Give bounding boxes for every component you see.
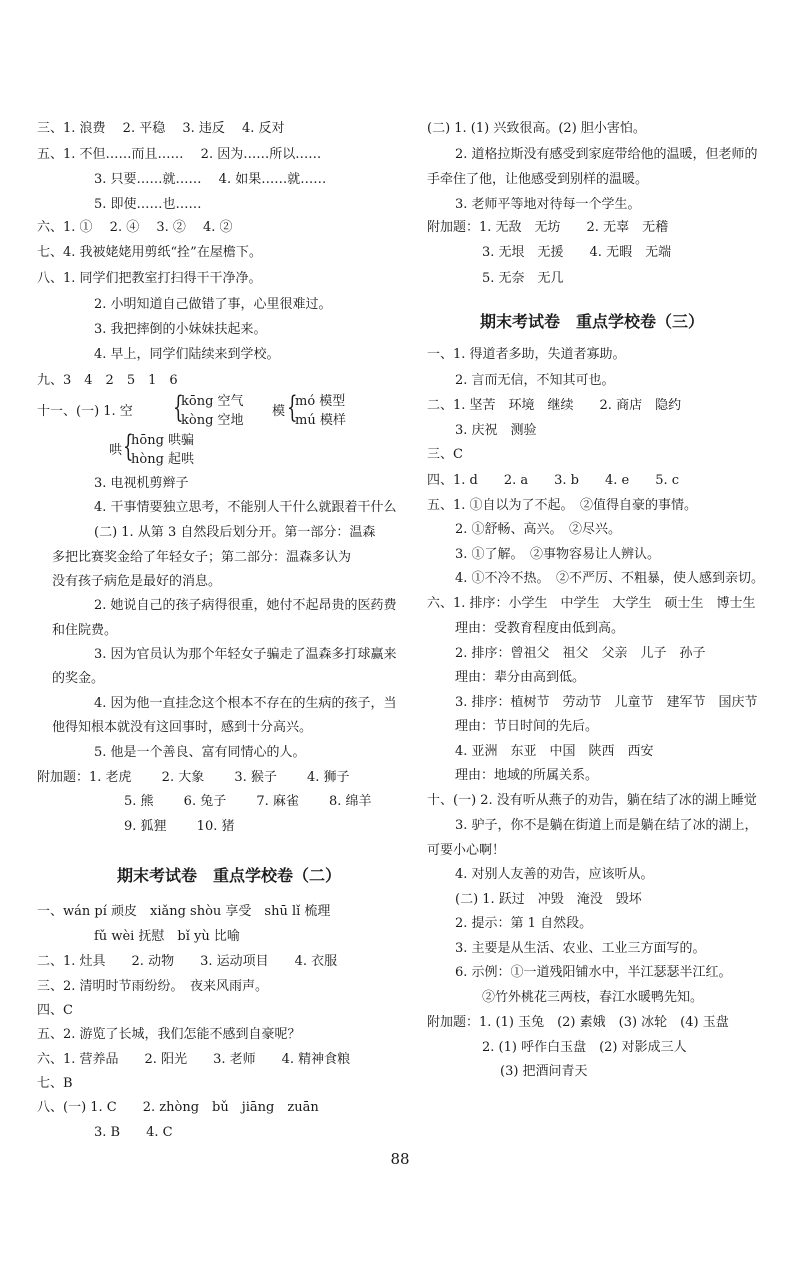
answer-line: 3. 庆祝 测验: [455, 423, 537, 438]
answer-line: 2. 言而无信，不知其可也。: [455, 373, 615, 388]
polyphone-prefix: 模: [272, 404, 286, 419]
answer-line: 2. 道格拉斯没有感受到家庭带给他的温暖，但老师的: [455, 147, 758, 162]
answer-line: 2. 提示：第 1 自然段。: [455, 916, 593, 931]
answer-line: 5. 即使……也……: [94, 197, 202, 212]
answer-line: 理由：地域的所属关系。: [455, 768, 599, 783]
answer-line: 3. 驴子，你不是躺在街道上而是躺在结了冰的湖上，: [455, 818, 758, 833]
answer-line: 3. B 4. C: [94, 1125, 173, 1140]
answer-line: 2. 她说自己的孩子病得很重，她付不起昂贵的医药费: [94, 598, 397, 613]
answer-line: 2. 排序：曾祖父 祖父 父亲 儿子 孙子: [455, 646, 706, 661]
answer-line: 一、wán pí 顽皮 xiǎng shòu 享受 shū lǐ 梳理: [37, 904, 331, 919]
answer-line: 3. 无垠 无援 4. 无暇 无端: [482, 245, 672, 260]
answer-line: 手牵住了他，让他感受到别样的温暖。: [427, 172, 649, 187]
page-number: 88: [390, 1150, 410, 1168]
answer-line: 六、1. 营养品 2. 阳光 3. 老师 4. 精神食粮: [37, 1052, 351, 1067]
answer-line: 五、2. 游览了长城，我们怎能不感到自豪呢？: [37, 1027, 301, 1042]
answer-line: 他得知根本就没有这回事时，感到十分高兴。: [52, 720, 313, 735]
answer-line: 附加题：1. (1) 玉兔 (2) 素娥 (3) 冰轮 (4) 玉盘: [427, 1015, 729, 1030]
brace-icon: {: [123, 429, 134, 464]
answer-line: 4. 干事情要独立思考，不能别人干什么就跟着干什么: [94, 500, 397, 515]
answer-line: 3. 老师平等地对待每一个学生。: [455, 197, 641, 212]
answer-line: 3. ①了解。 ②事物容易让人辨认。: [455, 547, 661, 562]
section-heading: 期末考试卷 重点学校卷（三）: [480, 312, 705, 331]
answer-line: 4. ①不冷不热。 ②不严厉、不粗暴，使人感到亲切。: [455, 571, 765, 586]
answer-line: 5. 他是一个善良、富有同情心的人。: [94, 745, 306, 760]
answer-line: 八、1. 同学们把教室打扫得干干净净。: [37, 271, 262, 286]
answer-line: 一、1. 得道者多助，失道者寡助。: [427, 347, 626, 362]
answer-line: 理由：辈分由高到低。: [455, 670, 586, 685]
answer-line: 5. 熊 6. 兔子 7. 麻雀 8. 绵羊: [124, 794, 372, 809]
answer-line: 附加题：1. 老虎 2. 大象 3. 猴子 4. 狮子: [37, 770, 350, 785]
answer-line: 附加题：1. 无敌 无坊 2. 无辜 无稽: [427, 220, 669, 235]
brace-icon: {: [287, 390, 298, 425]
answer-line: 五、1. 不但……而且…… 2. 因为……所以……: [37, 147, 322, 162]
answer-line: 9. 狐狸 10. 猪: [124, 819, 235, 834]
answer-line: 三、C: [427, 447, 463, 462]
answer-line: 七、B: [37, 1076, 73, 1091]
answer-line: 四、C: [37, 1003, 73, 1018]
answer-line: 七、4. 我被姥姥用剪纸“拴”在屋檐下。: [37, 245, 262, 260]
answer-line: 没有孩子病危是最好的消息。: [52, 574, 222, 589]
answer-line: 理由：受教育程度由低到高。: [455, 621, 625, 636]
answer-line: 4. 早上，同学们陆续来到学校。: [94, 347, 280, 362]
answer-line: (二) 1. (1) 兴致很高。(2) 胆小害怕。: [427, 121, 646, 136]
polyphone-reading: hòng 起哄: [131, 452, 195, 467]
answer-line: 六、1. ① 2. ④ 3. ② 4. ②: [37, 220, 233, 235]
answer-line: 可要小心啊！: [427, 843, 506, 858]
answer-line: 2. 小明知道自己做错了事，心里很难过。: [94, 297, 332, 312]
brace-icon: {: [173, 390, 184, 425]
answer-line: ②竹外桃花三两枝，春江水暖鸭先知。: [482, 990, 704, 1005]
answer-line: 和住院费。: [52, 623, 118, 638]
answer-line: 二、1. 灶具 2. 动物 3. 运动项目 4. 衣服: [37, 954, 338, 969]
answer-line: 3. 我把摔倒的小妹妹扶起来。: [94, 322, 267, 337]
answer-line: 五、1. ①自以为了不起。 ②值得自豪的事情。: [427, 498, 698, 513]
answer-line: 3. 因为官员认为那个年轻女子骗走了温森多打球赢来: [94, 647, 397, 662]
polyphone-reading: kōng 空气: [181, 394, 244, 409]
answer-line: (二) 1. 跃过 冲毁 淹没 毁坏: [455, 892, 642, 907]
section-heading: 期末考试卷 重点学校卷（二）: [117, 866, 342, 885]
answer-line: 3. 排序：植树节 劳动节 儿童节 建军节 国庆节: [455, 695, 758, 710]
answer-line: 的奖金。: [52, 671, 105, 686]
answer-line: (3) 把酒问青天: [500, 1064, 588, 1079]
answer-line: 3. 主要是从生活、农业、工业三方面写的。: [455, 941, 706, 956]
polyphone-reading: mú 模样: [295, 413, 346, 428]
answer-line: (二) 1. 从第 3 自然段后划分开。第一部分：温森: [94, 525, 376, 540]
answer-line: 6. 示例：①一道残阳铺水中，半江瑟瑟半江红。: [455, 965, 732, 980]
answer-line: 4. 亚洲 东亚 中国 陕西 西安: [455, 744, 654, 759]
answer-line: 四、1. d 2. a 3. b 4. e 5. c: [427, 473, 680, 488]
answer-line: 六、1. 排序：小学生 中学生 大学生 硕士生 博士生: [427, 596, 756, 611]
answer-line: 十、(一) 2. 没有听从燕子的劝告，躺在结了冰的湖上睡觉: [427, 793, 757, 808]
answer-line: 理由：节日时间的先后。: [455, 719, 599, 734]
polyphone-reading: kòng 空地: [181, 413, 244, 428]
polyphone-prefix: 哄: [109, 443, 123, 458]
answer-line: 二、1. 坚苦 环境 继续 2. 商店 隐约: [427, 398, 682, 413]
answer-line: 八、(一) 1. C 2. zhòng bǔ jiāng zuān: [37, 1100, 319, 1115]
polyphone-prefix: 十一、(一) 1. 空: [37, 404, 133, 419]
answer-line: 2. ①舒畅、高兴。 ②尽兴。: [455, 522, 622, 537]
polyphone-reading: hōng 哄骗: [131, 433, 195, 448]
answer-line: 2. (1) 呼作白玉盘 (2) 对影成三人: [482, 1040, 687, 1055]
answer-line: fǔ wèi 抚慰 bǐ yù 比喻: [94, 929, 240, 944]
answer-line: 九、3 4 2 5 1 6: [37, 373, 178, 388]
answer-line: 4. 因为他一直挂念这个根本不存在的生病的孩子，当: [94, 696, 397, 711]
answer-line: 3. 电视机剪辫子: [94, 476, 189, 491]
answer-line: 三、1. 浪费 2. 平稳 3. 违反 4. 反对: [37, 121, 285, 136]
answer-line: 5. 无奈 无几: [482, 271, 564, 286]
answer-line: 4. 对别人友善的劝告，应该听从。: [455, 867, 654, 882]
polyphone-reading: mó 模型: [295, 394, 346, 409]
answer-line: 三、2. 清明时节雨纷纷。 夜来风雨声。: [37, 979, 269, 994]
answer-line: 3. 只要……就…… 4. 如果……就……: [94, 172, 327, 187]
answer-line: 多把比赛奖金给了年轻女子；第二部分：温森多认为: [52, 550, 352, 565]
